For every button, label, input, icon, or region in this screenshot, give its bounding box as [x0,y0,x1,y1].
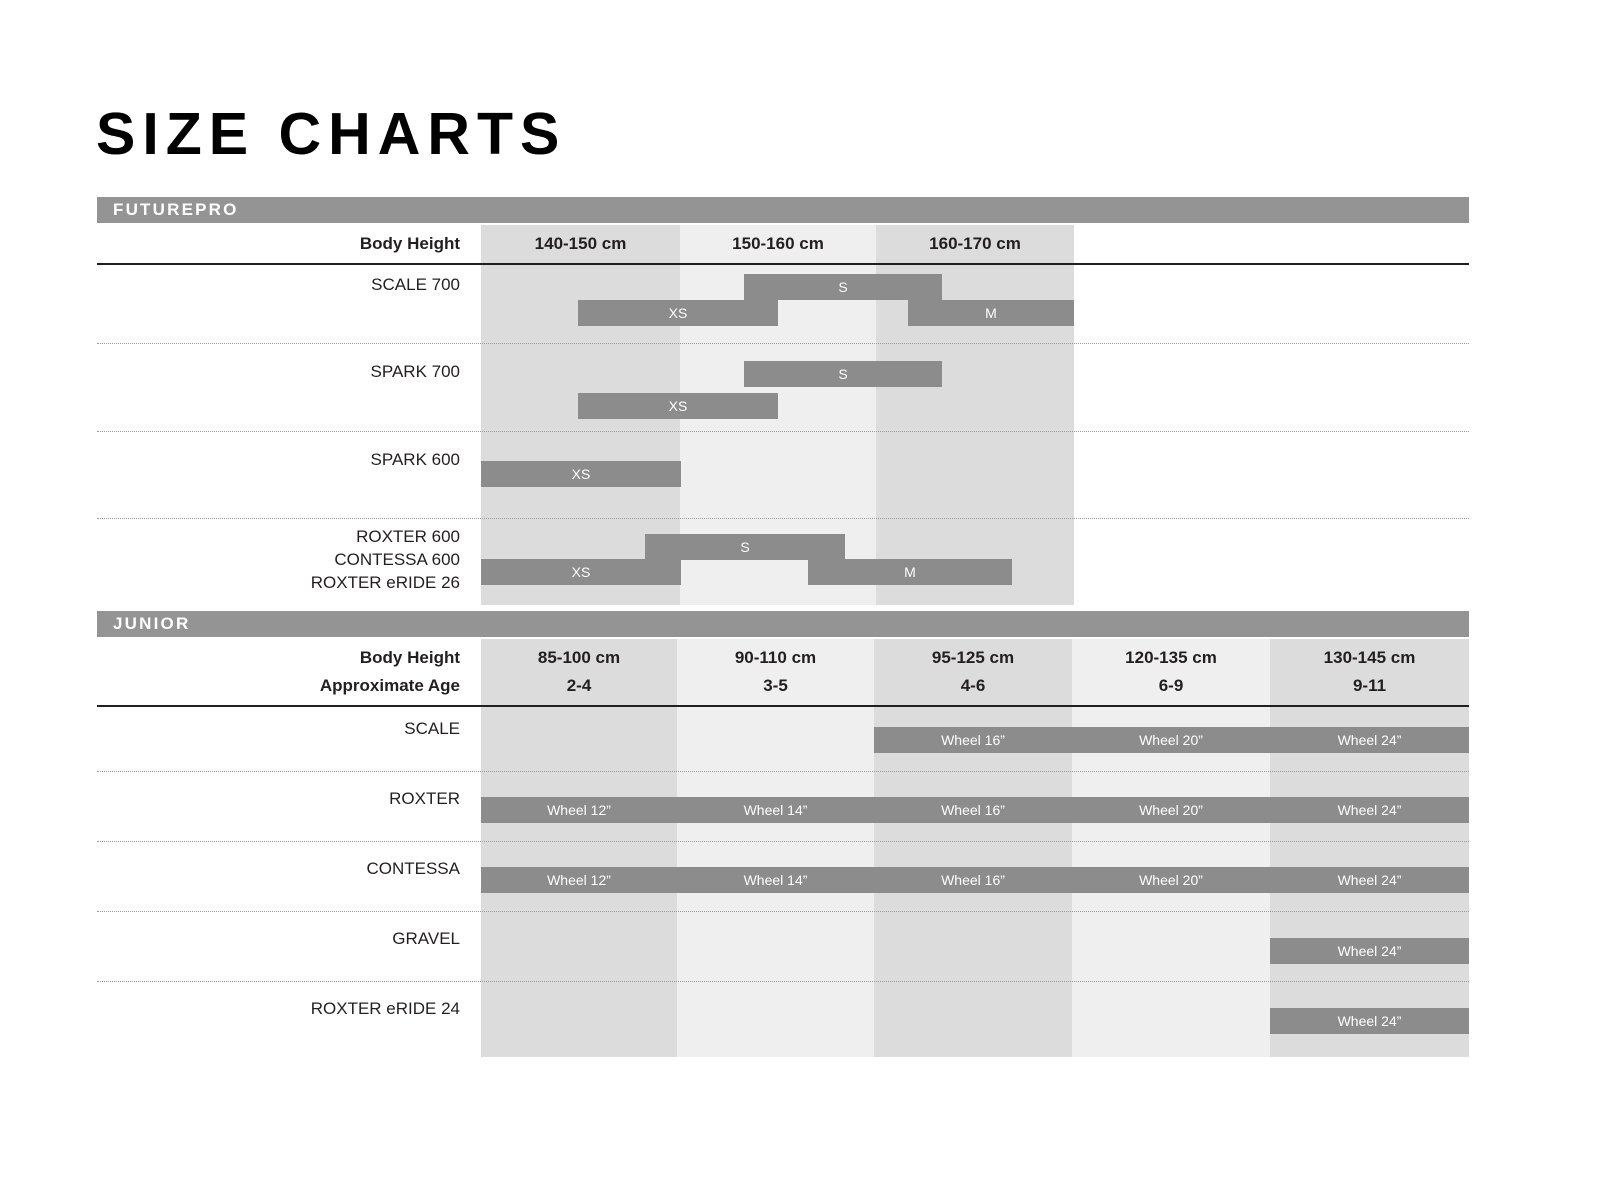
junior-row-sep-4 [97,981,1469,982]
junior-col-shade-4 [1072,639,1270,1057]
junior-col-shade-5 [1270,639,1469,1057]
junior-row-sep-3 [97,911,1469,912]
bar-label: Wheel 24” [1337,802,1402,818]
bar-scale700-xs[interactable] [578,300,778,326]
futurepro-row-label-scale-700 [200,273,460,296]
bar-label: S [838,366,848,382]
bar-label: XS [571,466,591,482]
row-label-text: SCALE 700 [371,275,460,294]
junior-row-label-contessa [200,857,460,880]
page-title: SIZE CHARTS [96,101,567,167]
row-label-text: SPARK 700 [370,362,460,381]
junior-age-4 [1072,673,1270,699]
bar-contessa-wheel12[interactable] [481,867,677,893]
bar-spark700-xs[interactable] [578,393,778,419]
bar-label: Wheel 16” [941,872,1005,888]
bar-label: XS [571,564,591,580]
bar-label: M [904,564,916,580]
junior-row-sep-2 [97,841,1469,842]
bar-contessa-wheel16[interactable] [874,867,1072,893]
futurepro-row-label-spark-700 [200,360,460,383]
bar-gravel-wheel24[interactable] [1270,938,1469,964]
row-label-text: ROXTER eRIDE 24 [310,999,460,1018]
junior-age-2-label: 3-5 [763,676,788,695]
futurepro-header-body-height [220,231,460,257]
row-label-text: CONTESSA [366,859,460,878]
junior-col-header-4 [1072,645,1270,671]
junior-col-header-5-label: 130-145 cm [1323,648,1416,667]
junior-col-header-1-label: 85-100 cm [537,648,621,667]
bar-label: S [838,279,848,295]
junior-col-header-3 [874,645,1072,671]
bar-label: Wheel 16” [941,732,1005,748]
bar-label: XS [668,305,688,321]
bar-roxter600-xs[interactable] [481,559,681,585]
futurepro-row-label-spark-600 [200,448,460,471]
junior-age-3-label: 4-6 [960,676,986,695]
futurepro-col-header-2 [680,231,876,257]
junior-header-body-height-label: Body Height [359,648,460,667]
bar-scale-wheel16[interactable] [874,727,1072,753]
futurepro-col-header-1-label: 140-150 cm [534,234,627,253]
bar-scale-wheel24[interactable] [1270,727,1469,753]
section-band-junior [97,611,1469,637]
junior-header-approx-age-label: Approximate Age [319,676,460,695]
bar-label: M [985,305,997,321]
junior-header-body-height [220,645,460,671]
section-band-futurepro-label: FUTUREPRO [113,200,239,219]
junior-age-4-label: 6-9 [1158,676,1184,695]
futurepro-header-body-height-label: Body Height [359,234,460,253]
futurepro-row-label-roxter-600 [180,525,460,594]
row-label-text-1: ROXTER 600 [356,527,460,546]
futurepro-col-header-3-label: 160-170 cm [929,234,1021,253]
bar-scale-wheel20[interactable] [1072,727,1270,753]
bar-label: Wheel 24” [1337,872,1402,888]
junior-header-approx-age [200,673,460,699]
row-label-text: SCALE [404,719,460,738]
bar-label: Wheel 20” [1139,872,1203,888]
section-band-junior-label: JUNIOR [113,614,191,633]
junior-col-header-5 [1270,645,1469,671]
futurepro-row-sep-2 [97,431,1469,432]
junior-row-sep-1 [97,771,1469,772]
junior-header-rule [97,705,1469,707]
bar-label: Wheel 24” [1337,1013,1402,1029]
bar-label: Wheel 14” [743,872,808,888]
row-label-text-2: CONTESSA 600 [334,550,460,569]
junior-col-header-4-label: 120-135 cm [1125,648,1217,667]
junior-col-header-2-label: 90-110 cm [734,648,817,667]
row-label-text: ROXTER [389,789,460,808]
futurepro-col-header-2-label: 150-160 cm [732,234,824,253]
bar-roxter600-s[interactable] [645,534,845,560]
bar-contessa-wheel14[interactable] [677,867,874,893]
bar-contessa-wheel20[interactable] [1072,867,1270,893]
bar-scale700-s[interactable] [744,274,942,300]
junior-col-shade-2 [677,639,874,1057]
junior-col-header-3-label: 95-125 cm [931,648,1015,667]
bar-roxter-eride24-wheel24[interactable] [1270,1008,1469,1034]
bar-roxter-wheel24[interactable] [1270,797,1469,823]
junior-row-label-roxter-eride-24 [180,997,460,1020]
bar-label: Wheel 20” [1139,802,1203,818]
bar-label: Wheel 12” [547,802,611,818]
bar-label: Wheel 12” [547,872,611,888]
bar-spark700-s[interactable] [744,361,942,387]
junior-age-2 [677,673,874,699]
bar-roxter-wheel16[interactable] [874,797,1072,823]
bar-label: XS [668,398,688,414]
row-label-text-3: ROXTER eRIDE 26 [310,573,460,592]
junior-age-5 [1270,673,1469,699]
bar-label: Wheel 20” [1139,732,1203,748]
bar-scale700-m[interactable] [908,300,1074,326]
bar-label: Wheel 24” [1337,943,1402,959]
junior-row-label-scale [200,717,460,740]
futurepro-row-sep-1 [97,343,1469,344]
bar-roxter-wheel12[interactable] [481,797,677,823]
bar-roxter-wheel20[interactable] [1072,797,1270,823]
bar-label: Wheel 16” [941,802,1005,818]
junior-row-label-roxter [200,787,460,810]
row-label-text: SPARK 600 [370,450,460,469]
row-label-text: GRAVEL [392,929,460,948]
futurepro-col-header-3 [876,231,1074,257]
junior-age-1-label: 2-4 [566,676,592,695]
section-band-futurepro [97,197,1469,223]
bar-spark600-xs[interactable] [481,461,681,487]
futurepro-header-rule [97,263,1469,265]
futurepro-col-header-1 [481,231,680,257]
bar-roxter-wheel14[interactable] [677,797,874,823]
junior-age-1 [481,673,677,699]
junior-col-shade-1 [481,639,677,1057]
bar-contessa-wheel24[interactable] [1270,867,1469,893]
bar-label: Wheel 14” [743,802,808,818]
junior-age-3 [874,673,1072,699]
bar-label: Wheel 24” [1337,732,1402,748]
junior-age-5-label: 9-11 [1352,676,1387,695]
junior-row-label-gravel [200,927,460,950]
futurepro-row-sep-3 [97,518,1469,519]
junior-col-header-2 [677,645,874,671]
junior-col-shade-3 [874,639,1072,1057]
bar-label: S [740,539,750,555]
junior-col-header-1 [481,645,677,671]
bar-roxter600-m[interactable] [808,559,1012,585]
